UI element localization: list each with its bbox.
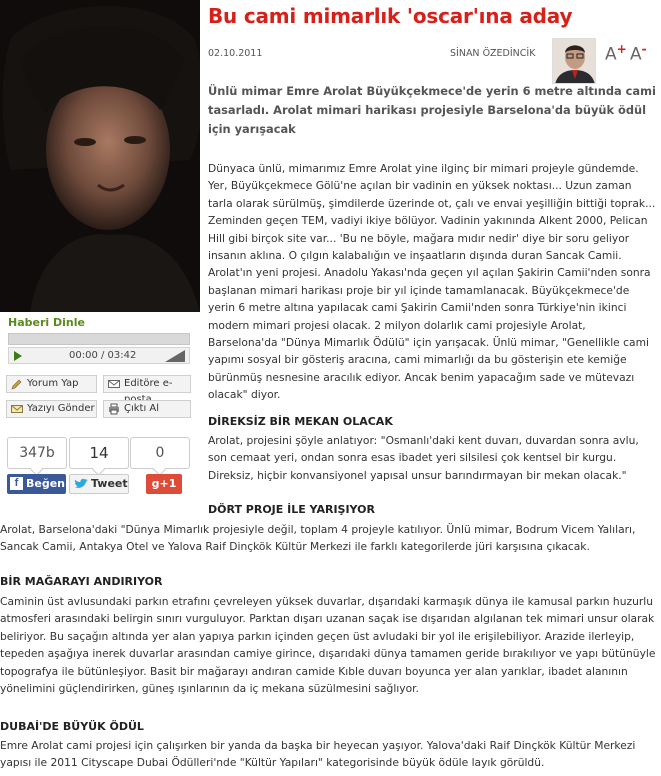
envelope-icon — [108, 378, 120, 390]
tweet-label: Tweet — [91, 477, 128, 490]
audio-time: 00:00 / 03:42 — [69, 350, 137, 361]
pencil-icon — [11, 378, 23, 390]
googleplus-label: +1 — [159, 477, 177, 490]
printer-icon — [108, 403, 120, 415]
send-icon — [11, 403, 23, 415]
article-lead: Ünlü mimar Emre Arolat Büyükçekmece'de yerin 6 metre altında cami tasarladı. Arolat mimari harikası projesiyle Barselona'da büyük ödül için yarışacak — [208, 84, 656, 136]
section-paragraph-3: Caminin üst avlusundaki parkın etrafını çevreleyen yüksek duvarlar, dışarıdaki karmaşık dünya ile kamusal parkın huzurlu atmosferi arasındaki belirgin sınırı vurguluyor. Parktan dışarı uzanan saçak ise dışarıdan algılanan tek mimari unsur olarak beliriyor. Bu saçağın altında yer alan yapıya parkın içinden geçen üst avludaki bir yol ile erişilebiliyor. Arazide ilerleyip, tepeden aşağıya inerek duvarlar arasından camiye girince, dışarıdaki dünya tamamen geride bırakılıyor ve yapı bütünüyle topografya ile bütünleşiyor. Basit bir mağarayı andıran camide Kıble duvarı boyunca yer alan yarıklar, ibadet alanının yönelimini güçlendirirken, güneş ışınlarının da iç mekana süzülmesini sağlıyor. — [0, 595, 656, 696]
twitter-count: 14 — [69, 437, 129, 469]
section-heading-3: BİR MAĞARAYI ANDIRIYOR — [0, 575, 163, 588]
send-article-button[interactable] — [6, 400, 97, 418]
section-heading-4: DUBAİ'DE BÜYÜK ÖDÜL — [0, 720, 144, 733]
twitter-bird-icon — [74, 478, 88, 490]
section-heading-2: DÖRT PROJE İLE YARIŞIYOR — [208, 503, 375, 516]
section-heading-1: DİREKSİZ BİR MEKAN OLACAK — [208, 415, 393, 428]
googleplus-count: 0 — [130, 437, 190, 469]
facebook-count: 347b — [7, 437, 67, 469]
author-avatar[interactable] — [552, 38, 596, 84]
listen-label: Haberi Dinle — [8, 316, 85, 329]
facebook-like-button[interactable] — [7, 474, 66, 494]
email-editor-label: Editöre e- — [124, 378, 173, 389]
print-label: Çıktı Al — [124, 403, 160, 414]
author-name[interactable]: SİNAN ÖZEDİNCİK — [450, 48, 536, 59]
send-article-label: Yazıyı Gönder — [27, 403, 95, 414]
tweet-button[interactable] — [69, 474, 129, 494]
googleplus-button[interactable] — [146, 474, 182, 494]
article-body-main: Dünyaca ünlü, mimarımız Emre Arolat yine ilginç bir mimari projeyle gündemde. Yer, Büyükçekmece Gölü'ne açılan bir vadinin en yüksek noktası... Uzun zaman tarla olarak sürülmüş, şimdilerde üzerinde ot, çalı ve envai yeşilliğin bittiği toprak... Zeminden geçen TEM, vadiyi ikiye bölüyor. Vadinin yakınında Alkent 2000, Pelican Hill gibi birçok site var... 'Bu ne böyle, mağara mıdır nedir' diye bir soru geliyor insanın aklına. O çılgın kalabalığın ve inşaatların dışında duran Sancak Camii. Arolat'ın yeni projesi. Anadolu Yakası'nda geçen yıl açılan Şakirin Camii'nden sonra başlanan mimari harikası proje bir yıl içinde tamamlanacak. Büyükçekmece'de yerin 6 metre altına yapılacak cami Şakirin Camii'nden sonra Türkiye'nin ikinci modern mimari projesi olacak. 2 milyon dolarlık cami projesiyle Arolat, Barselona'da "Dünya Mimarlık Ödülü" için yarışacak. Ünlü mimar, "Genellikle cami yapımı sosyal bir gösteriş aracına, cami mimarlığı da bu gösterişin ete kemiğe bürünmüş nesnesine aracılık ediyor. Ancak benim yapacağım sade ve mütevazı olacak" diyor. — [208, 162, 656, 402]
facebook-like-label: Beğen — [26, 477, 66, 490]
facebook-icon: f — [10, 477, 23, 490]
section-paragraph-1: Arolat, projesini şöyle anlatıyor: "Osmanlı'daki kent duvarı, duvardan sonra avlu, son cemaat yeri, ondan sonra esas ibadet yeri silsilesi çok kentsel bir kurgu. Direksiz, hiçbir konvansiyonel yapısal unsur barındırmayan bir mekan olacak." — [208, 434, 639, 482]
play-icon[interactable] — [13, 351, 23, 361]
font-decrease-letter: A — [630, 44, 642, 65]
audio-progress-track[interactable] — [8, 333, 190, 345]
font-increase-button[interactable] — [605, 42, 627, 65]
audio-controls — [8, 347, 190, 364]
author-avatar-image — [553, 39, 596, 84]
minus-icon: - — [641, 42, 647, 56]
plus-icon: + — [616, 42, 627, 56]
section-paragraph-4: Emre Arolat cami projesi için çalışırken bir yanda da başka bir heyecan yaşıyor. Yalova'daki Raif Dinçkök Kültür Merkezi yapısı ile 2011 Cityscape Dubai Ödülleri'nde "Kültür Yapıları" kategorisinde büyük ödüle layık görüldü. — [0, 739, 636, 770]
font-increase-letter: A — [605, 44, 617, 65]
comment-label: Yorum Yap — [27, 378, 79, 389]
googleplus-g-icon: g — [151, 477, 160, 490]
section-paragraph-2: Arolat, Barselona'daki "Dünya Mimarlık projesiyle değil, toplam 4 projeyle katılıyor. Ünlü mimar, Bodrum Vicem Yalıları, Sancak Camii, Antakya Otel ve Yalova Raif Dinçkök Kültür Merkezi ile farklı kategorilerde jüri karşısına çıkacak. — [0, 523, 636, 554]
comment-button[interactable] — [6, 375, 97, 393]
portrait-image — [0, 0, 200, 312]
font-decrease-button[interactable] — [630, 42, 647, 65]
audio-player — [8, 316, 190, 366]
article-photo — [0, 0, 200, 312]
email-editor-button[interactable] — [103, 375, 191, 393]
print-button[interactable] — [103, 400, 191, 418]
article-date: 02.10.2011 — [208, 48, 263, 59]
article-title: Bu cami mimarlık 'oscar'ına aday — [208, 4, 573, 28]
volume-icon[interactable] — [165, 350, 185, 362]
